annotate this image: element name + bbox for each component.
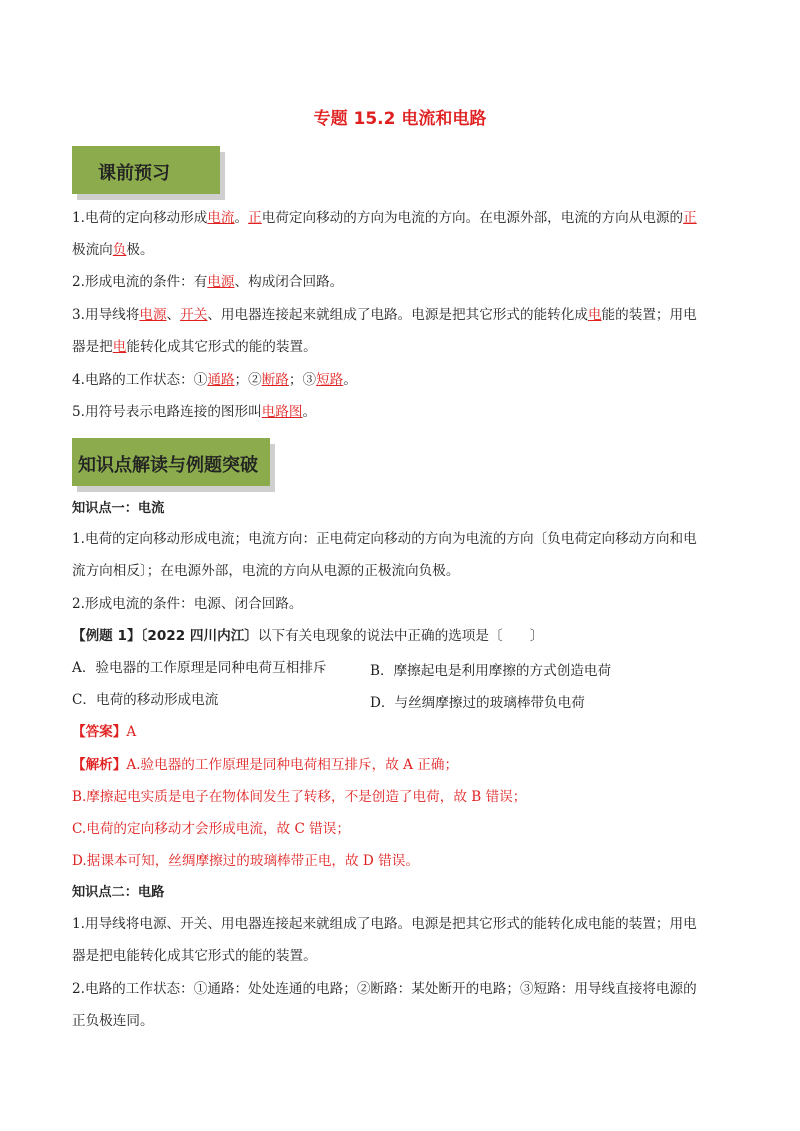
page-title: 专题 15.2 电流和电路 bbox=[313, 109, 487, 129]
kp1-line-1a: 1.电荷的定向移动形成电流；电流方向：正电荷定向移动的方向为电流的方向〔负电荷定向移动方向和电 bbox=[72, 531, 697, 547]
option-d: D．与丝绸摩擦过的玻璃棒带负电荷 bbox=[370, 695, 585, 711]
preview-line-1a: 1.电荷的定向移动形成电流。正电荷定向移动的方向为电流的方向。在电源外部，电流的方向从电源的正 bbox=[72, 210, 697, 226]
analysis-line-1: 【解析】A.验电器的工作原理是同种电荷相互排斥，故 A 正确； bbox=[72, 757, 459, 773]
answer-label: 【答案】 bbox=[72, 724, 127, 740]
answer-blank: 正 bbox=[248, 210, 262, 226]
preview-line-4: 4.电路的工作状态：①通路；②断路；③短路。 bbox=[72, 372, 357, 388]
analysis-line-2: B.摩擦起电实质是电子在物体间发生了转移，不是创造了电荷，故 B 错误； bbox=[72, 789, 527, 805]
example-question bbox=[72, 627, 543, 645]
option-a: A．验电器的工作原理是同种电荷互相排斥 bbox=[72, 660, 327, 676]
analysis-line-4: D.据课本可知，丝绸摩擦过的玻璃棒带正电，故 D 错误。 bbox=[72, 853, 419, 869]
answer-blank: 电源 bbox=[207, 274, 235, 290]
analysis-label: 【解析】 bbox=[72, 757, 127, 773]
answer-blank: 电路图 bbox=[261, 404, 303, 420]
preview-line-3b: 器是把电能转化成其它形式的能的装置。 bbox=[72, 339, 317, 355]
answer-blank: 负 bbox=[112, 242, 127, 258]
answer-blank: 电源 bbox=[139, 307, 167, 323]
analysis-line-3: C.电荷的定向移动才会形成电流，故 C 错误； bbox=[72, 821, 350, 837]
answer-blank: 电流 bbox=[207, 210, 235, 226]
preview-line-3a: 3.用导线将电源、开关、用电器连接起来就组成了电路。电源是把其它形式的能转化成电能的装置；用电 bbox=[72, 307, 697, 323]
option-b: B．摩擦起电是利用摩擦的方式创造电荷 bbox=[370, 663, 612, 679]
section-banner-label: 课前预习 bbox=[98, 163, 170, 184]
section-banner-label: 知识点解读与例题突破 bbox=[78, 455, 258, 476]
example-label: 【例题 1】〔2022 四川内江〕 bbox=[72, 628, 258, 644]
preview-line-2: 2.形成电流的条件：有电源、构成闭合回路。 bbox=[72, 274, 344, 290]
kp2-line-1b: 器是把电能转化成其它形式的能的装置。 bbox=[72, 948, 317, 964]
option-c: C．电荷的移动形成电流 bbox=[72, 692, 219, 708]
preview-line-1b: 极流向负极。 bbox=[72, 242, 154, 258]
answer-line bbox=[72, 723, 136, 741]
answer-blank: 通路 bbox=[207, 372, 235, 388]
kp2-line-2a: 2.电路的工作状态：①通路：处处连通的电路；②断路：某处断开的电路；③短路：用导线直接将电源的 bbox=[72, 981, 697, 997]
answer-blank: 电 bbox=[112, 339, 127, 355]
kp1-line-2: 2.形成电流的条件：电源、闭合回路。 bbox=[72, 596, 303, 612]
answer-blank: 断路 bbox=[261, 372, 289, 388]
kp2-line-1a: 1.用导线将电源、开关、用电器连接起来就组成了电路。电源是把其它形式的能转化成电能的装置；用电 bbox=[72, 916, 697, 932]
answer-value: A bbox=[126, 724, 137, 740]
kp2-line-2b: 正负极连同。 bbox=[72, 1013, 154, 1029]
answer-blank: 开关 bbox=[180, 307, 208, 323]
answer-blank: 电 bbox=[587, 307, 602, 323]
answer-blank: 正 bbox=[683, 210, 697, 226]
answer-blank: 短路 bbox=[316, 372, 344, 388]
kp2-heading: 知识点二：电路 bbox=[72, 885, 165, 900]
preview-line-5: 5.用符号表示电路连接的图形叫电路图。 bbox=[72, 404, 317, 420]
section-banner-preview bbox=[72, 146, 220, 194]
kp1-heading: 知识点一：电流 bbox=[72, 501, 165, 516]
example-text: 以下有关电现象的说法中正确的选项是〔 〕 bbox=[257, 628, 544, 644]
kp1-line-1b: 流方向相反〕；在电源外部，电流的方向从电源的正极流向负极。 bbox=[72, 563, 460, 579]
section-banner-knowledge bbox=[72, 438, 270, 486]
